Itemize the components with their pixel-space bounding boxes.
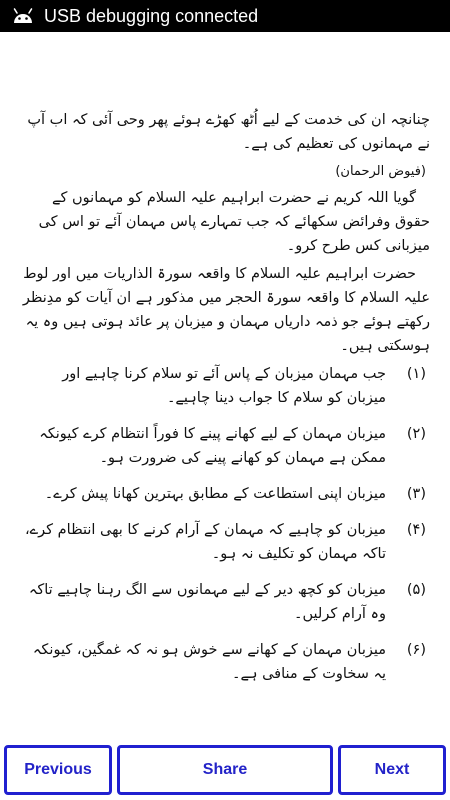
- paragraph: حضرت ابراہیم علیہ السلام کا واقعہ سورۃ الذاریات میں اور لوط علیہ السلام کا واقعہ سورۃ الحجر میں مذکور ہے ان آیات کو مدِنظر رکھتے ہوئے جو ذمہ داریاں مہمان و میزبان پر عائد ہوتی ہیں وہ یہ ہوسکتی ہیں۔: [22, 266, 430, 354]
- list-item: [20, 578, 430, 626]
- list-item: [20, 482, 430, 506]
- list-number: (۳): [406, 486, 426, 502]
- status-text: USB debugging connected: [44, 5, 259, 26]
- share-button[interactable]: Share: [117, 745, 333, 795]
- paragraph: چنانچہ ان کی خدمت کے لیے اُٹھ کھڑے ہوئے پھر وحی آئی کہ اب آپ نے مہمانوں کی تعظیم کی ہے۔: [27, 112, 430, 152]
- paragraph: گویا اللہ کریم نے حضرت ابراہیم علیہ السلام کو مہمانوں کے حقوق وفرائض سکھائے کہ جب تمہارے پاس مہمان آئے تو اس کی میزبانی کس طرح کرو۔: [38, 190, 430, 254]
- list-number: (۲): [406, 426, 426, 442]
- bottom-navigation: [0, 742, 450, 800]
- list-text: میزبان کو چاہیے کہ مہمان کے آرام کرنے کا بھی انتظام کرے، تاکہ مہمان کو تکلیف نہ ہو۔: [24, 522, 386, 562]
- page-content: [20, 108, 430, 708]
- list-text: میزبان اپنی استطاعت کے مطابق بہترین کھانا پیش کرے۔: [44, 486, 386, 502]
- status-bar: [0, 0, 450, 32]
- list-text: میزبان مہمان کے کھانے سے خوش ہو نہ کہ غمگین، کیونکہ یہ سخاوت کے منافی ہے۔: [32, 642, 386, 682]
- list-item: [20, 638, 430, 686]
- list-text: میزبان مہمان کے لیے کھانے پینے کا فوراً انتظام کرے کیونکہ ممکن ہے مہمان کو کھانے پینے کی ضرورت ہو۔: [39, 426, 386, 466]
- list-item: [20, 362, 430, 410]
- list-number: (۶): [406, 642, 426, 658]
- list-number: (۱): [406, 366, 426, 382]
- android-icon: [12, 7, 34, 25]
- list-text: جب مہمان میزبان کے پاس آئے تو سلام کرنا چاہیے اور میزبان کو سلام کا جواب دینا چاہیے۔: [62, 366, 386, 406]
- list-number: (۴): [406, 522, 426, 538]
- reference-citation: (فیوض الرحمان): [335, 164, 426, 179]
- list-item: [20, 422, 430, 470]
- previous-button[interactable]: Previous: [4, 745, 112, 795]
- next-button[interactable]: Next: [338, 745, 446, 795]
- list-text: میزبان کو کچھ دیر کے لیے مہمانوں سے الگ رہنا چاہیے تاکہ وہ آرام کرلیں۔: [28, 582, 386, 622]
- list-item: [20, 518, 430, 566]
- list-number: (۵): [406, 582, 426, 598]
